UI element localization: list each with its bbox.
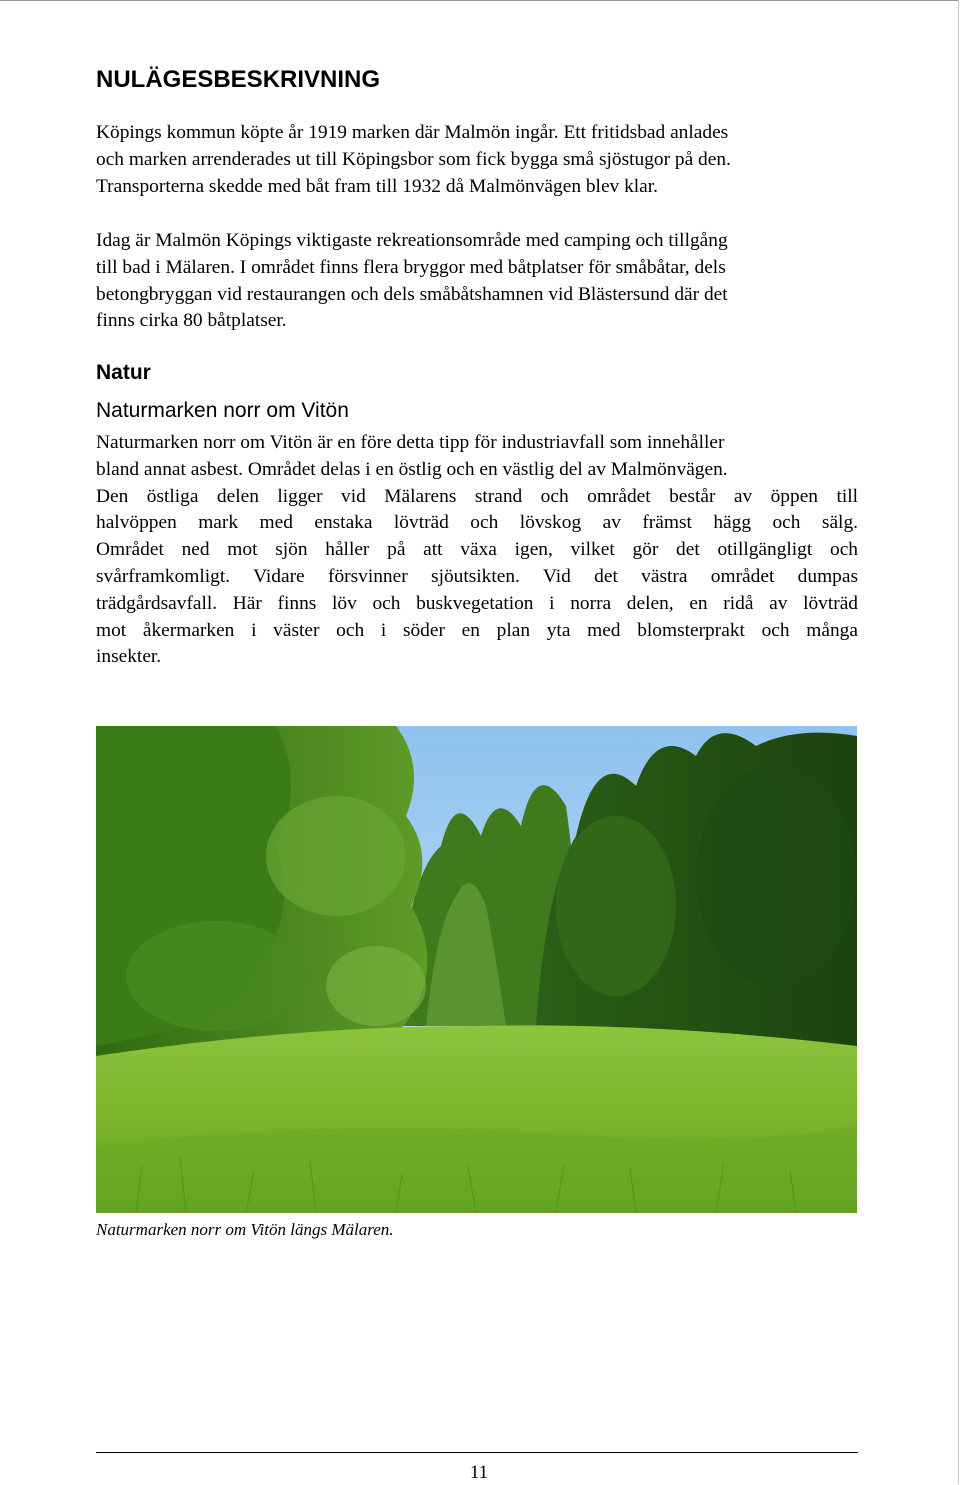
text-line: bland annat asbest. Området delas i en östlig och en västlig del av Malmönvägen. (96, 458, 728, 480)
text-line: betongbryggan vid restaurangen och dels småbåtshamnen vid Blästersund där det (96, 283, 728, 305)
page-heading: NULÄGESBESKRIVNING (96, 66, 381, 93)
text-line: Transporterna skedde med båt fram till 1932 då Malmönvägen blev klar. (96, 175, 659, 197)
text-line: till bad i Mälaren. I området finns flera bryggor med båtplatser för småbåtar, dels (96, 256, 726, 278)
text-line: finns cirka 80 båtplatser. (96, 310, 287, 332)
right-border (958, 0, 959, 1484)
text-line: Köpings kommun köpte år 1919 marken där Malmön ingår. Ett fritidsbad anlades (96, 122, 729, 143)
intro-paragraph (96, 120, 731, 200)
text-line: Idag är Malmön Köpings viktigaste rekreationsområde med camping och tillgång (96, 230, 728, 251)
text-line: och marken arrenderades ut till Köpingsbor som fick bygga små sjöstugor på den. (96, 148, 731, 170)
footer-rule (96, 1452, 858, 1453)
text-line: svårframkomligt. Vidare försvinner sjöutsikten. Vid det västra området dumpas (96, 565, 858, 587)
text-line: halvöppen mark med enstaka lövträd och lövskog av främst hägg och sälg. (96, 512, 858, 534)
text-line: Naturmarken norr om Vitön är en före detta tipp för industriavfall som innehåller (96, 432, 725, 453)
top-border (0, 0, 958, 2)
text-line: insekter. (96, 646, 162, 668)
section-title: Natur (96, 361, 151, 384)
recreation-paragraph (96, 228, 728, 335)
photo-caption: Naturmarken norr om Vitön längs Mälaren. (96, 1220, 394, 1239)
section-subtitle: Naturmarken norr om Vitön (96, 399, 349, 422)
meadow-photo (96, 726, 857, 1213)
text-line: trädgårdsavfall. Här finns löv och buskvegetation i norra delen, en ridå av lövträd (96, 592, 858, 614)
page-number: 11 (469, 1462, 489, 1483)
text-line: mot åkermarken i väster och i söder en plan yta med blomsterprakt och många (96, 619, 858, 641)
text-line: Den östliga delen ligger vid Mälarens strand och området består av öppen till (96, 485, 858, 507)
nature-paragraph (96, 430, 858, 671)
text-line: Området ned mot sjön håller på att växa igen, vilket gör det otillgängligt och (96, 539, 858, 561)
